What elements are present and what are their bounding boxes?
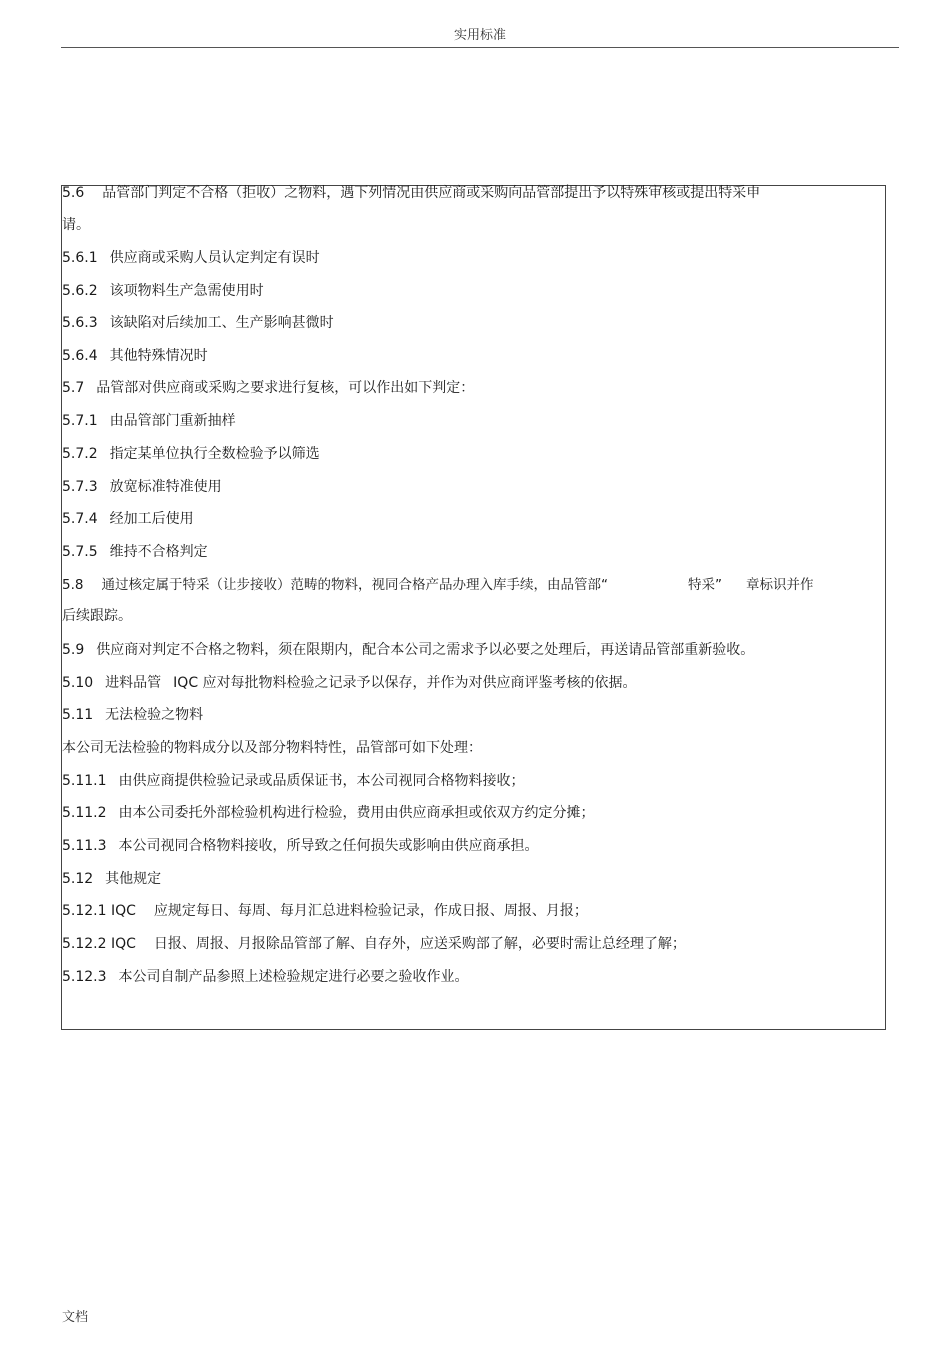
clause-text: 通过核定属于特采（让步接收）范畴的物料，视同合格产品办理入库手续，由品管部“ — [101, 577, 608, 593]
clause-text: 其他规定 — [105, 871, 162, 887]
clause-number: 5.11.2 — [62, 805, 107, 821]
clause-text: 后续跟踪。 — [62, 608, 132, 624]
clause-number: 5.7.3 — [62, 479, 98, 495]
clause-text-special: 特采” — [687, 577, 722, 593]
clause-number: 5.7.1 — [62, 413, 98, 429]
clause-5-6-3 — [62, 314, 334, 332]
clause-5-11-2 — [62, 804, 595, 822]
clause-text: 由本公司委托外部检验机构进行检验，费用由供应商承担或依双方约定分摊； — [118, 805, 595, 821]
clause-number: 5.7.5 — [62, 544, 98, 560]
clause-text: 应规定每日、每周、每月汇总进料检验记录，作成日报、周报、月报； — [153, 903, 588, 919]
clause-text: 日报、周报、月报除品管部了解、自存外，应送采购部了解，必要时需让总经理了解； — [153, 936, 686, 952]
clause-number: 5.12 — [62, 871, 94, 887]
clause-5-8 — [62, 576, 813, 594]
clause-text: 供应商对判定不合格之物料，须在限期内，配合本公司之需求予以必要之处理后，再送请品管部重新验收。 — [96, 642, 755, 658]
clause-text: 本公司无法检验的物料成分以及部分物料特性，品管部可如下处理： — [62, 740, 482, 756]
clause-5-6-4 — [62, 347, 208, 365]
clause-text: 品管部对供应商或采购之要求进行复核，可以作出如下判定： — [96, 380, 475, 396]
clause-5-9 — [62, 641, 754, 659]
clause-5-6 — [62, 184, 760, 202]
clause-5-6-1 — [62, 249, 320, 267]
clause-text: 进料品管 — [105, 675, 162, 691]
clause-text: 由品管部门重新抽样 — [109, 413, 236, 429]
clause-5-7-5 — [62, 543, 208, 561]
clause-text: 其他特殊情况时 — [109, 348, 208, 364]
page-footer-text: 文档 — [62, 1310, 89, 1325]
clause-text: 维持不合格判定 — [109, 544, 208, 560]
clause-5-7-1 — [62, 412, 236, 430]
clause-text: 放宽标准特准使用 — [109, 479, 222, 495]
clause-number: 5.6.4 — [62, 348, 98, 364]
clause-5-12 — [62, 870, 161, 888]
clause-text: 无法检验之物料 — [105, 707, 204, 723]
clause-text-tail: 章标识并作 — [745, 577, 814, 593]
clause-5-11-intro — [62, 739, 482, 757]
clause-5-11-3 — [62, 837, 539, 855]
clause-5-7-4 — [62, 510, 194, 528]
clause-number: 5.6 — [62, 185, 85, 201]
clause-number: 5.12.3 — [62, 969, 107, 985]
clause-5-6-cont — [62, 216, 90, 234]
clause-number: 5.6.3 — [62, 315, 98, 331]
content-box — [61, 185, 886, 1030]
clause-number: 5.6.2 — [62, 283, 98, 299]
clause-text: 供应商或采购人员认定判定有误时 — [109, 250, 320, 266]
clause-number: 5.9 — [62, 642, 85, 658]
clause-text: 请。 — [62, 217, 90, 233]
clause-number: 5.11.3 — [62, 838, 107, 854]
clause-number: 5.11.1 — [62, 773, 107, 789]
clause-5-12-1 — [62, 902, 588, 920]
clause-number: 5.8 — [62, 577, 84, 593]
clause-5-12-2 — [62, 935, 686, 953]
clause-5-11 — [62, 706, 203, 724]
clause-5-7 — [62, 379, 474, 397]
clause-number: 5.7 — [62, 380, 85, 396]
clause-text: 本公司视同合格物料接收，所导致之任何损失或影响由供应商承担。 — [118, 838, 539, 854]
clause-number: 5.7.4 — [62, 511, 98, 527]
clause-text: 该缺陷对后续加工、生产影响甚微时 — [109, 315, 334, 331]
clause-text: 本公司自制产品参照上述检验规定进行必要之验收作业。 — [118, 969, 469, 985]
clause-number: 5.7.2 — [62, 446, 98, 462]
clause-number: 5.12.2 IQC — [62, 936, 136, 952]
clause-number: 5.12.1 IQC — [62, 903, 136, 919]
clause-5-11-1 — [62, 772, 525, 790]
clause-text: 由供应商提供检验记录或品质保证书，本公司视同合格物料接收； — [118, 773, 525, 789]
clause-5-12-3 — [62, 968, 469, 986]
clause-number: 5.11 — [62, 707, 94, 723]
clause-text-cont: IQC 应对每批物料检验之记录予以保存，并作为对供应商评鉴考核的依据。 — [173, 675, 637, 691]
page-header-title: 实用标准 — [453, 28, 506, 43]
header-divider — [61, 47, 899, 48]
clause-text: 该项物料生产急需使用时 — [109, 283, 264, 299]
clause-5-8-cont — [62, 607, 132, 625]
clause-5-7-3 — [62, 478, 222, 496]
clause-number: 5.10 — [62, 675, 94, 691]
clause-5-6-2 — [62, 282, 264, 300]
clause-5-10 — [62, 674, 637, 692]
clause-text: 经加工后使用 — [109, 511, 194, 527]
clause-number: 5.6.1 — [62, 250, 98, 266]
clause-text: 品管部门判定不合格（拒收）之物料，遇下列情况由供应商或采购向品管部提出予以特殊审核或提出特采申 — [102, 185, 761, 201]
clause-text: 指定某单位执行全数检验予以筛选 — [109, 446, 320, 462]
clause-5-7-2 — [62, 445, 320, 463]
